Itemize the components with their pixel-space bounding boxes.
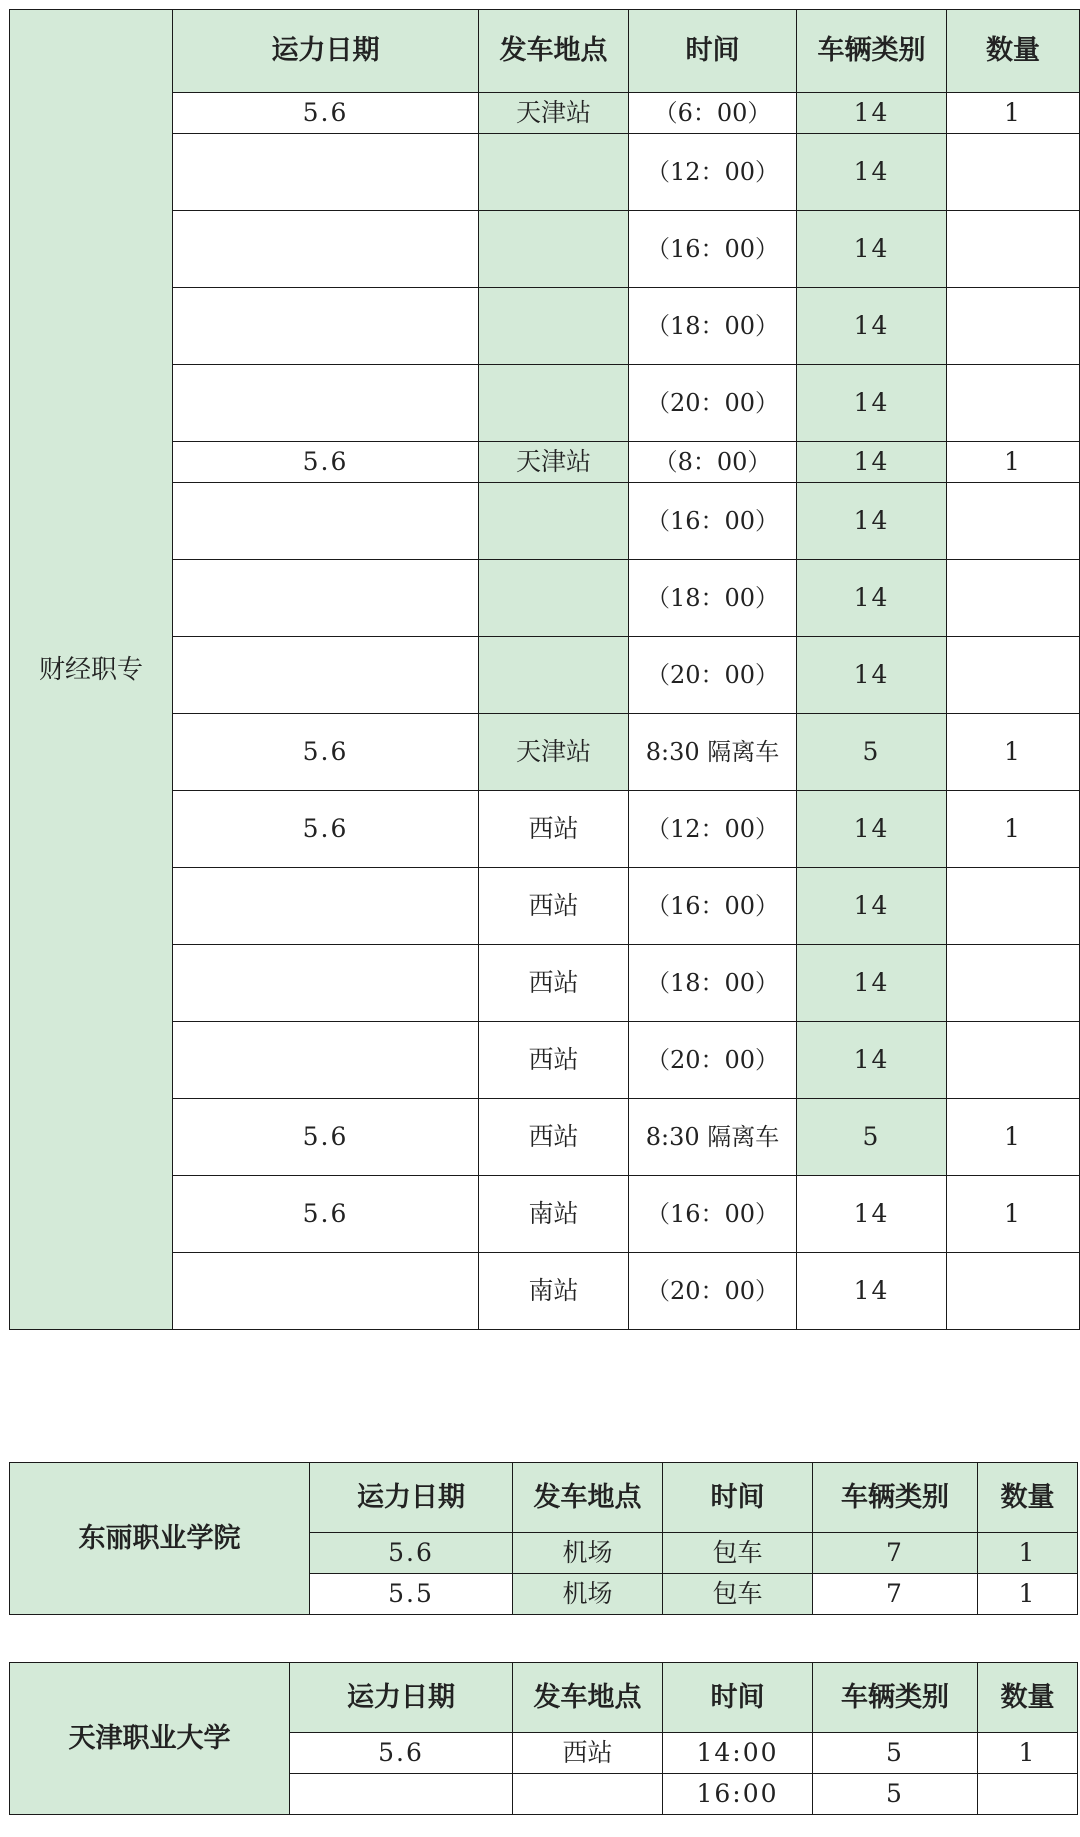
cell-qty: [947, 134, 1080, 211]
cell-place: 天津站: [479, 442, 629, 483]
cell-date: [173, 288, 479, 365]
cell-place: 西站: [479, 791, 629, 868]
cell-date: [173, 1022, 479, 1099]
cell-qty: 1: [978, 1574, 1078, 1615]
header-row: [10, 10, 1080, 93]
cell-vehicle: 14: [797, 483, 947, 560]
cell-qty: 1: [947, 1176, 1080, 1253]
cell-vehicle: 14: [797, 134, 947, 211]
cell-time: 包车: [663, 1574, 813, 1615]
cell-vehicle: 14: [797, 288, 947, 365]
cell-qty: [947, 483, 1080, 560]
cell-time: 8:30 隔离车: [629, 1099, 797, 1176]
cell-vehicle: 14: [797, 365, 947, 442]
header-place: 发车地点: [513, 1663, 663, 1733]
cell-place: 西站: [479, 945, 629, 1022]
org-name: 财经职专: [10, 10, 173, 1330]
cell-vehicle: 7: [813, 1533, 978, 1574]
cell-qty: [947, 868, 1080, 945]
cell-qty: [947, 211, 1080, 288]
cell-date: 5.6: [173, 93, 479, 134]
cell-time: （12：00）: [629, 134, 797, 211]
cell-time: （20：00）: [629, 1022, 797, 1099]
cell-date: [173, 868, 479, 945]
cell-vehicle: 14: [797, 637, 947, 714]
cell-vehicle: 14: [797, 945, 947, 1022]
header-place: 发车地点: [513, 1463, 663, 1533]
cell-qty: 1: [947, 93, 1080, 134]
header-vehicle: 车辆类别: [797, 10, 947, 93]
cell-date: [173, 483, 479, 560]
cell-qty: 1: [947, 442, 1080, 483]
header-row: [10, 1463, 1078, 1533]
cell-date: [290, 1774, 513, 1815]
cell-place: 西站: [479, 868, 629, 945]
cell-time: （20：00）: [629, 637, 797, 714]
cell-place: [479, 560, 629, 637]
cell-place: 天津站: [479, 714, 629, 791]
cell-qty: [947, 945, 1080, 1022]
header-qty: 数量: [978, 1463, 1078, 1533]
cell-vehicle: 7: [813, 1574, 978, 1615]
cell-place: [479, 288, 629, 365]
cell-place: 南站: [479, 1253, 629, 1330]
header-time: 时间: [663, 1663, 813, 1733]
cell-qty: 1: [978, 1733, 1078, 1774]
cell-date: 5.6: [290, 1733, 513, 1774]
cell-vehicle: 14: [797, 1176, 947, 1253]
cell-place: 天津站: [479, 93, 629, 134]
cell-place: [479, 134, 629, 211]
cell-date: [173, 134, 479, 211]
cell-vehicle: 14: [797, 1253, 947, 1330]
header-date: 运力日期: [290, 1663, 513, 1733]
schedule-table-caijing: [9, 9, 1080, 1330]
cell-qty: 1: [947, 1099, 1080, 1176]
cell-time: （20：00）: [629, 365, 797, 442]
cell-qty: [947, 1022, 1080, 1099]
cell-time: （16：00）: [629, 483, 797, 560]
cell-place: 西站: [513, 1733, 663, 1774]
cell-time: 16:00: [663, 1774, 813, 1815]
cell-date: [173, 365, 479, 442]
cell-vehicle: 14: [797, 93, 947, 134]
cell-place: [479, 211, 629, 288]
cell-date: [173, 945, 479, 1022]
header-row: [10, 1663, 1078, 1733]
cell-time: （18：00）: [629, 945, 797, 1022]
cell-time: （12：00）: [629, 791, 797, 868]
header-vehicle: 车辆类别: [813, 1463, 978, 1533]
cell-date: [173, 637, 479, 714]
cell-qty: 1: [947, 791, 1080, 868]
cell-vehicle: 5: [797, 1099, 947, 1176]
header-date: 运力日期: [173, 10, 479, 93]
cell-vehicle: 14: [797, 211, 947, 288]
cell-date: [173, 211, 479, 288]
schedule-table-dongli: [9, 1462, 1078, 1615]
cell-place: 西站: [479, 1022, 629, 1099]
cell-qty: [947, 365, 1080, 442]
header-time: 时间: [663, 1463, 813, 1533]
cell-vehicle: 14: [797, 442, 947, 483]
cell-time: 包车: [663, 1533, 813, 1574]
header-qty: 数量: [978, 1663, 1078, 1733]
header-vehicle: 车辆类别: [813, 1663, 978, 1733]
cell-vehicle: 5: [797, 714, 947, 791]
cell-vehicle: 5: [813, 1733, 978, 1774]
cell-time: （18：00）: [629, 288, 797, 365]
cell-vehicle: 14: [797, 791, 947, 868]
cell-qty: [947, 288, 1080, 365]
cell-vehicle: 14: [797, 560, 947, 637]
cell-date: [173, 1253, 479, 1330]
cell-date: 5.6: [173, 1176, 479, 1253]
cell-time: （16：00）: [629, 868, 797, 945]
cell-place: [479, 365, 629, 442]
cell-date: [173, 560, 479, 637]
header-place: 发车地点: [479, 10, 629, 93]
header-date: 运力日期: [310, 1463, 513, 1533]
cell-qty: 1: [978, 1533, 1078, 1574]
cell-date: 5.6: [173, 714, 479, 791]
org-name: 天津职业大学: [10, 1663, 290, 1815]
cell-time: （8：00）: [629, 442, 797, 483]
cell-place: [479, 483, 629, 560]
cell-qty: [978, 1774, 1078, 1815]
cell-date: 5.5: [310, 1574, 513, 1615]
cell-time: （18：00）: [629, 560, 797, 637]
cell-qty: [947, 1253, 1080, 1330]
org-name: 东丽职业学院: [10, 1463, 310, 1615]
cell-date: 5.6: [173, 1099, 479, 1176]
cell-vehicle: 14: [797, 1022, 947, 1099]
cell-date: 5.6: [173, 791, 479, 868]
cell-place: [513, 1774, 663, 1815]
cell-place: 南站: [479, 1176, 629, 1253]
cell-time: （6：00）: [629, 93, 797, 134]
cell-date: 5.6: [173, 442, 479, 483]
cell-time: 14:00: [663, 1733, 813, 1774]
cell-time: 8:30 隔离车: [629, 714, 797, 791]
cell-place: 机场: [513, 1533, 663, 1574]
header-qty: 数量: [947, 10, 1080, 93]
schedule-table-tianjin-vocational: [9, 1662, 1078, 1815]
cell-time: （20：00）: [629, 1253, 797, 1330]
cell-qty: [947, 637, 1080, 714]
cell-place: [479, 637, 629, 714]
cell-qty: 1: [947, 714, 1080, 791]
cell-time: （16：00）: [629, 1176, 797, 1253]
cell-vehicle: 14: [797, 868, 947, 945]
cell-time: （16：00）: [629, 211, 797, 288]
header-time: 时间: [629, 10, 797, 93]
cell-place: 机场: [513, 1574, 663, 1615]
cell-date: 5.6: [310, 1533, 513, 1574]
cell-qty: [947, 560, 1080, 637]
cell-vehicle: 5: [813, 1774, 978, 1815]
cell-place: 西站: [479, 1099, 629, 1176]
